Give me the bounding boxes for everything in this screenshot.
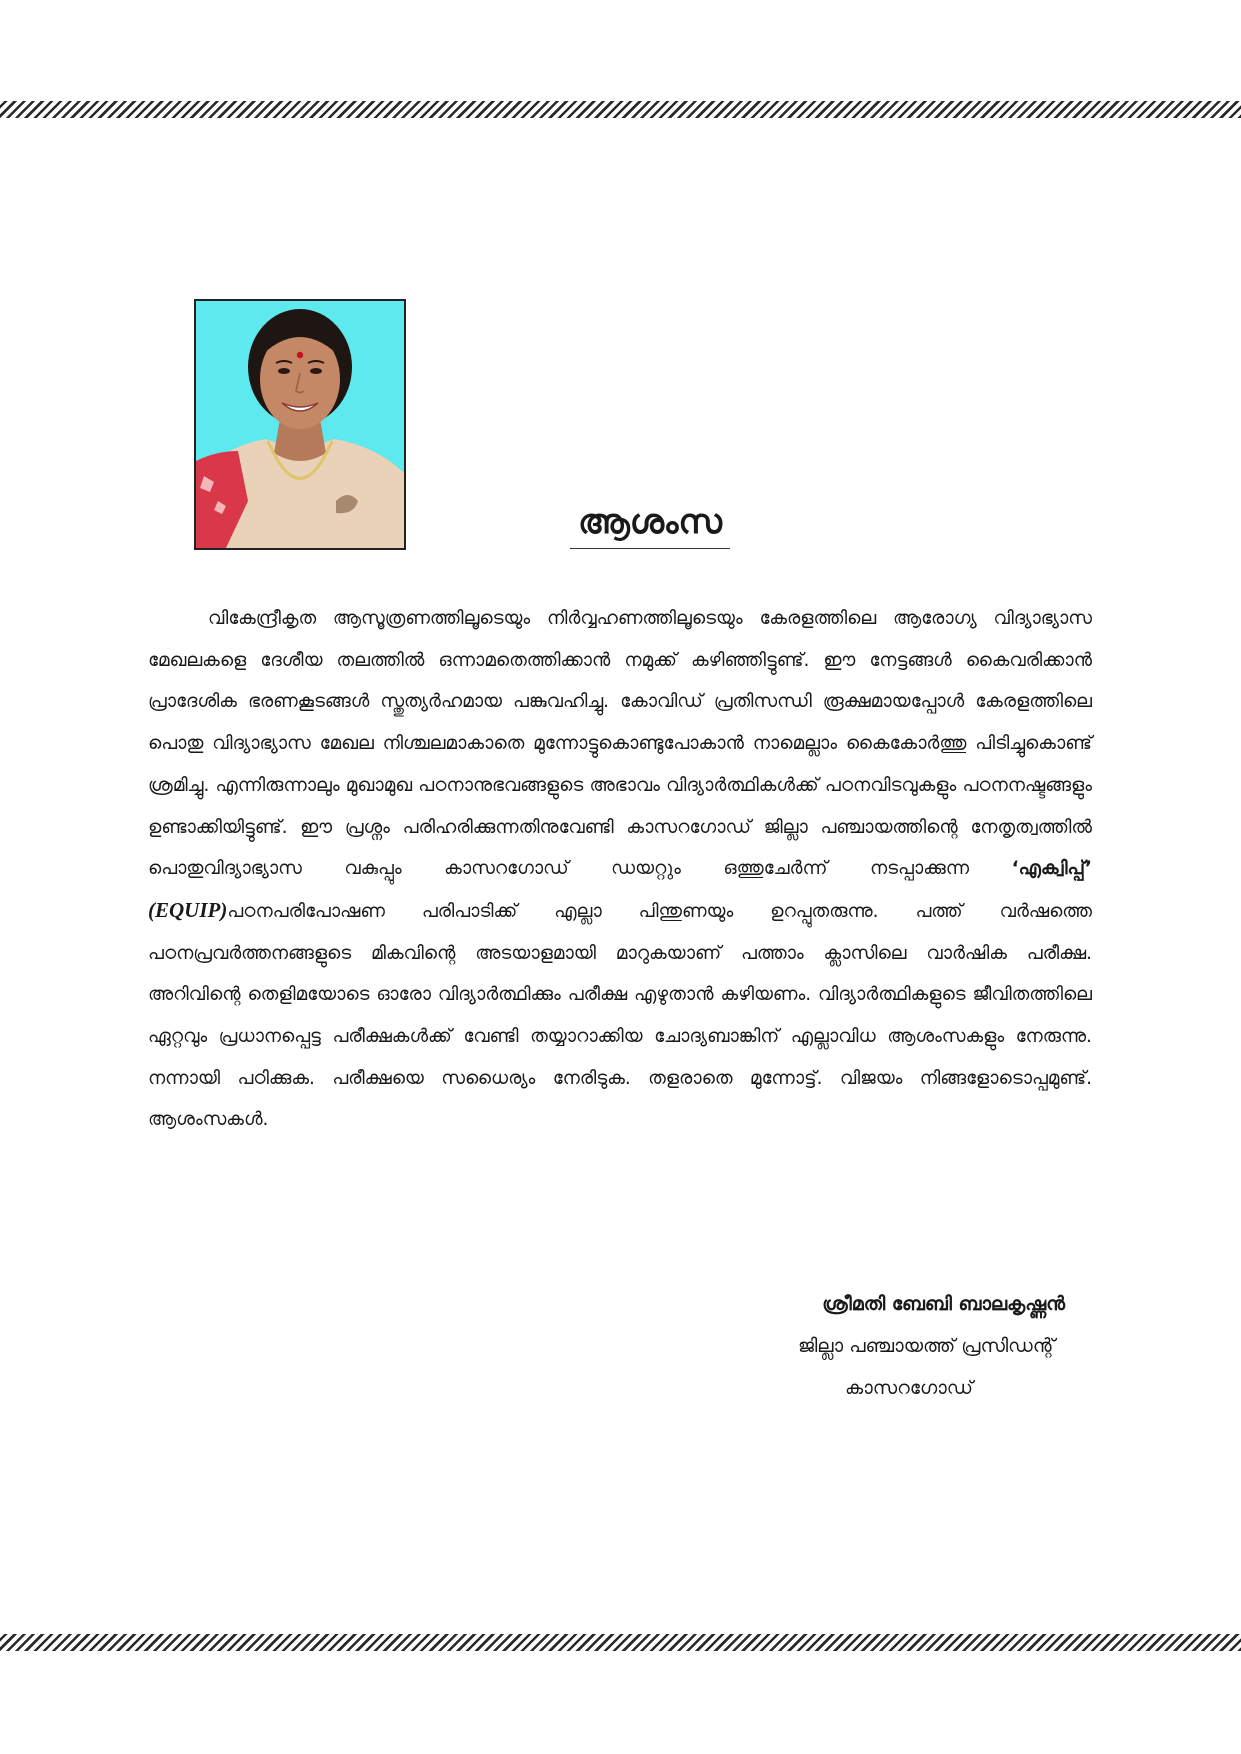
body-part-1: വികേന്ദ്രീകൃത ആസൂത്രണത്തിലൂടെയും നിർവ്വഹണത്തിലൂടെയും കേരളത്തിലെ ആരോഗ്യ വിദ്യാഭ്യാസ മേഖലകളെ ദേശീയ തലത്തിൽ ഒന്നാമതെത്തിക്കാൻ നമുക്ക് കഴിഞ്ഞിട്ടുണ്ട്. ഈ നേട്ടങ്ങൾ കൈവരിക്കാൻ പ്രാദേശിക ഭരണകൂടങ്ങൾ സ്തുത്യർഹമായ പങ്കുവഹിച്ചു. കോവിഡ് പ്രതിസന്ധി രൂക്ഷമായപ്പോൾ കേരളത്തിലെ പൊതു വിദ്യാഭ്യാസ മേഖല നിശ്ചലമാകാതെ മുന്നോട്ടുകൊണ്ടുപോകാൻ നാമെല്ലാം കൈകോർത്തു പിടിച്ചുകൊണ്ട് ശ്രമിച്ചു. എന്നിരുന്നാലും മുഖാമുഖ പഠനാനുഭവങ്ങളുടെ അഭാവം വിദ്യാർത്ഥികൾക്ക് പഠനവിടവുകളും പഠനനഷ്ടങ്ങളും ഉണ്ടാക്കിയിട്ടുണ്ട്. ഈ പ്രശ്നം പരിഹരിക്കുന്നതിനുവേണ്ടി കാസറഗോഡ് ജില്ലാ പഞ്ചായത്തിന്റെ നേതൃത്വത്തിൽ പൊതുവിദ്യാഭ്യാസ വകുപ്പും കാസറഗോഡ് ഡയറ്റും ഒത്തുചേർന്ന് നടപ്പാക്കുന്ന [148,608,1092,880]
body-part-2: പഠനപരിപോഷണ പരിപാടിക്ക് എല്ലാ പിന്തുണയും ഉറപ്പുതരുന്നു. പത്ത് വർഷത്തെ പഠനപ്രവർത്തനങ്ങളുടെ മികവിന്റെ അടയാളമായി മാറുകയാണ് പത്താം ക്ലാസിലെ വാർഷിക പരീക്ഷ. അറിവിന്റെ തെളിമയോടെ ഓരോ വിദ്യാർത്ഥിക്കും പരീക്ഷ എഴുതാൻ കഴിയണം. വിദ്യാർത്ഥികളുടെ ജീവിതത്തിലെ ഏറ്റവും പ്രധാനപ്പെട്ട പരീക്ഷകൾക്ക് വേണ്ടി തയ്യാറാക്കിയ ചോദ്യബാങ്കിന് എല്ലാവിധ ആശംസകളും നേരുന്നു. നന്നായി പഠിക്കുക. പരീക്ഷയെ സധൈര്യം നേരിടുക. തളരാതെ മുന്നോട്ട്. വിജയം നിങ്ങളോടൊപ്പമുണ്ട്. ആശംസകൾ. [148,900,1092,1131]
signature-block [700,1283,1080,1409]
page-title: ആശംസ [578,502,722,542]
signatory-place: കാസറഗോഡ് [845,1377,973,1399]
program-name-ml: ‘എക്വിപ്പ്’ [1011,858,1093,880]
signatory-name: ശ്രീമതി ബേബി ബാലകൃഷ്ണൻ [822,1293,1065,1315]
portrait-icon [196,301,404,548]
title-underline [570,548,730,549]
bottom-stripe-border [0,1634,1241,1651]
portrait-photo [194,299,406,550]
program-name-en: (EQUIP) [148,897,228,922]
message-body [148,598,1092,1141]
signatory-designation: ജില്ലാ പഞ്ചായത്ത് പ്രസിഡന്റ് [797,1335,1055,1357]
top-stripe-border [0,101,1241,118]
